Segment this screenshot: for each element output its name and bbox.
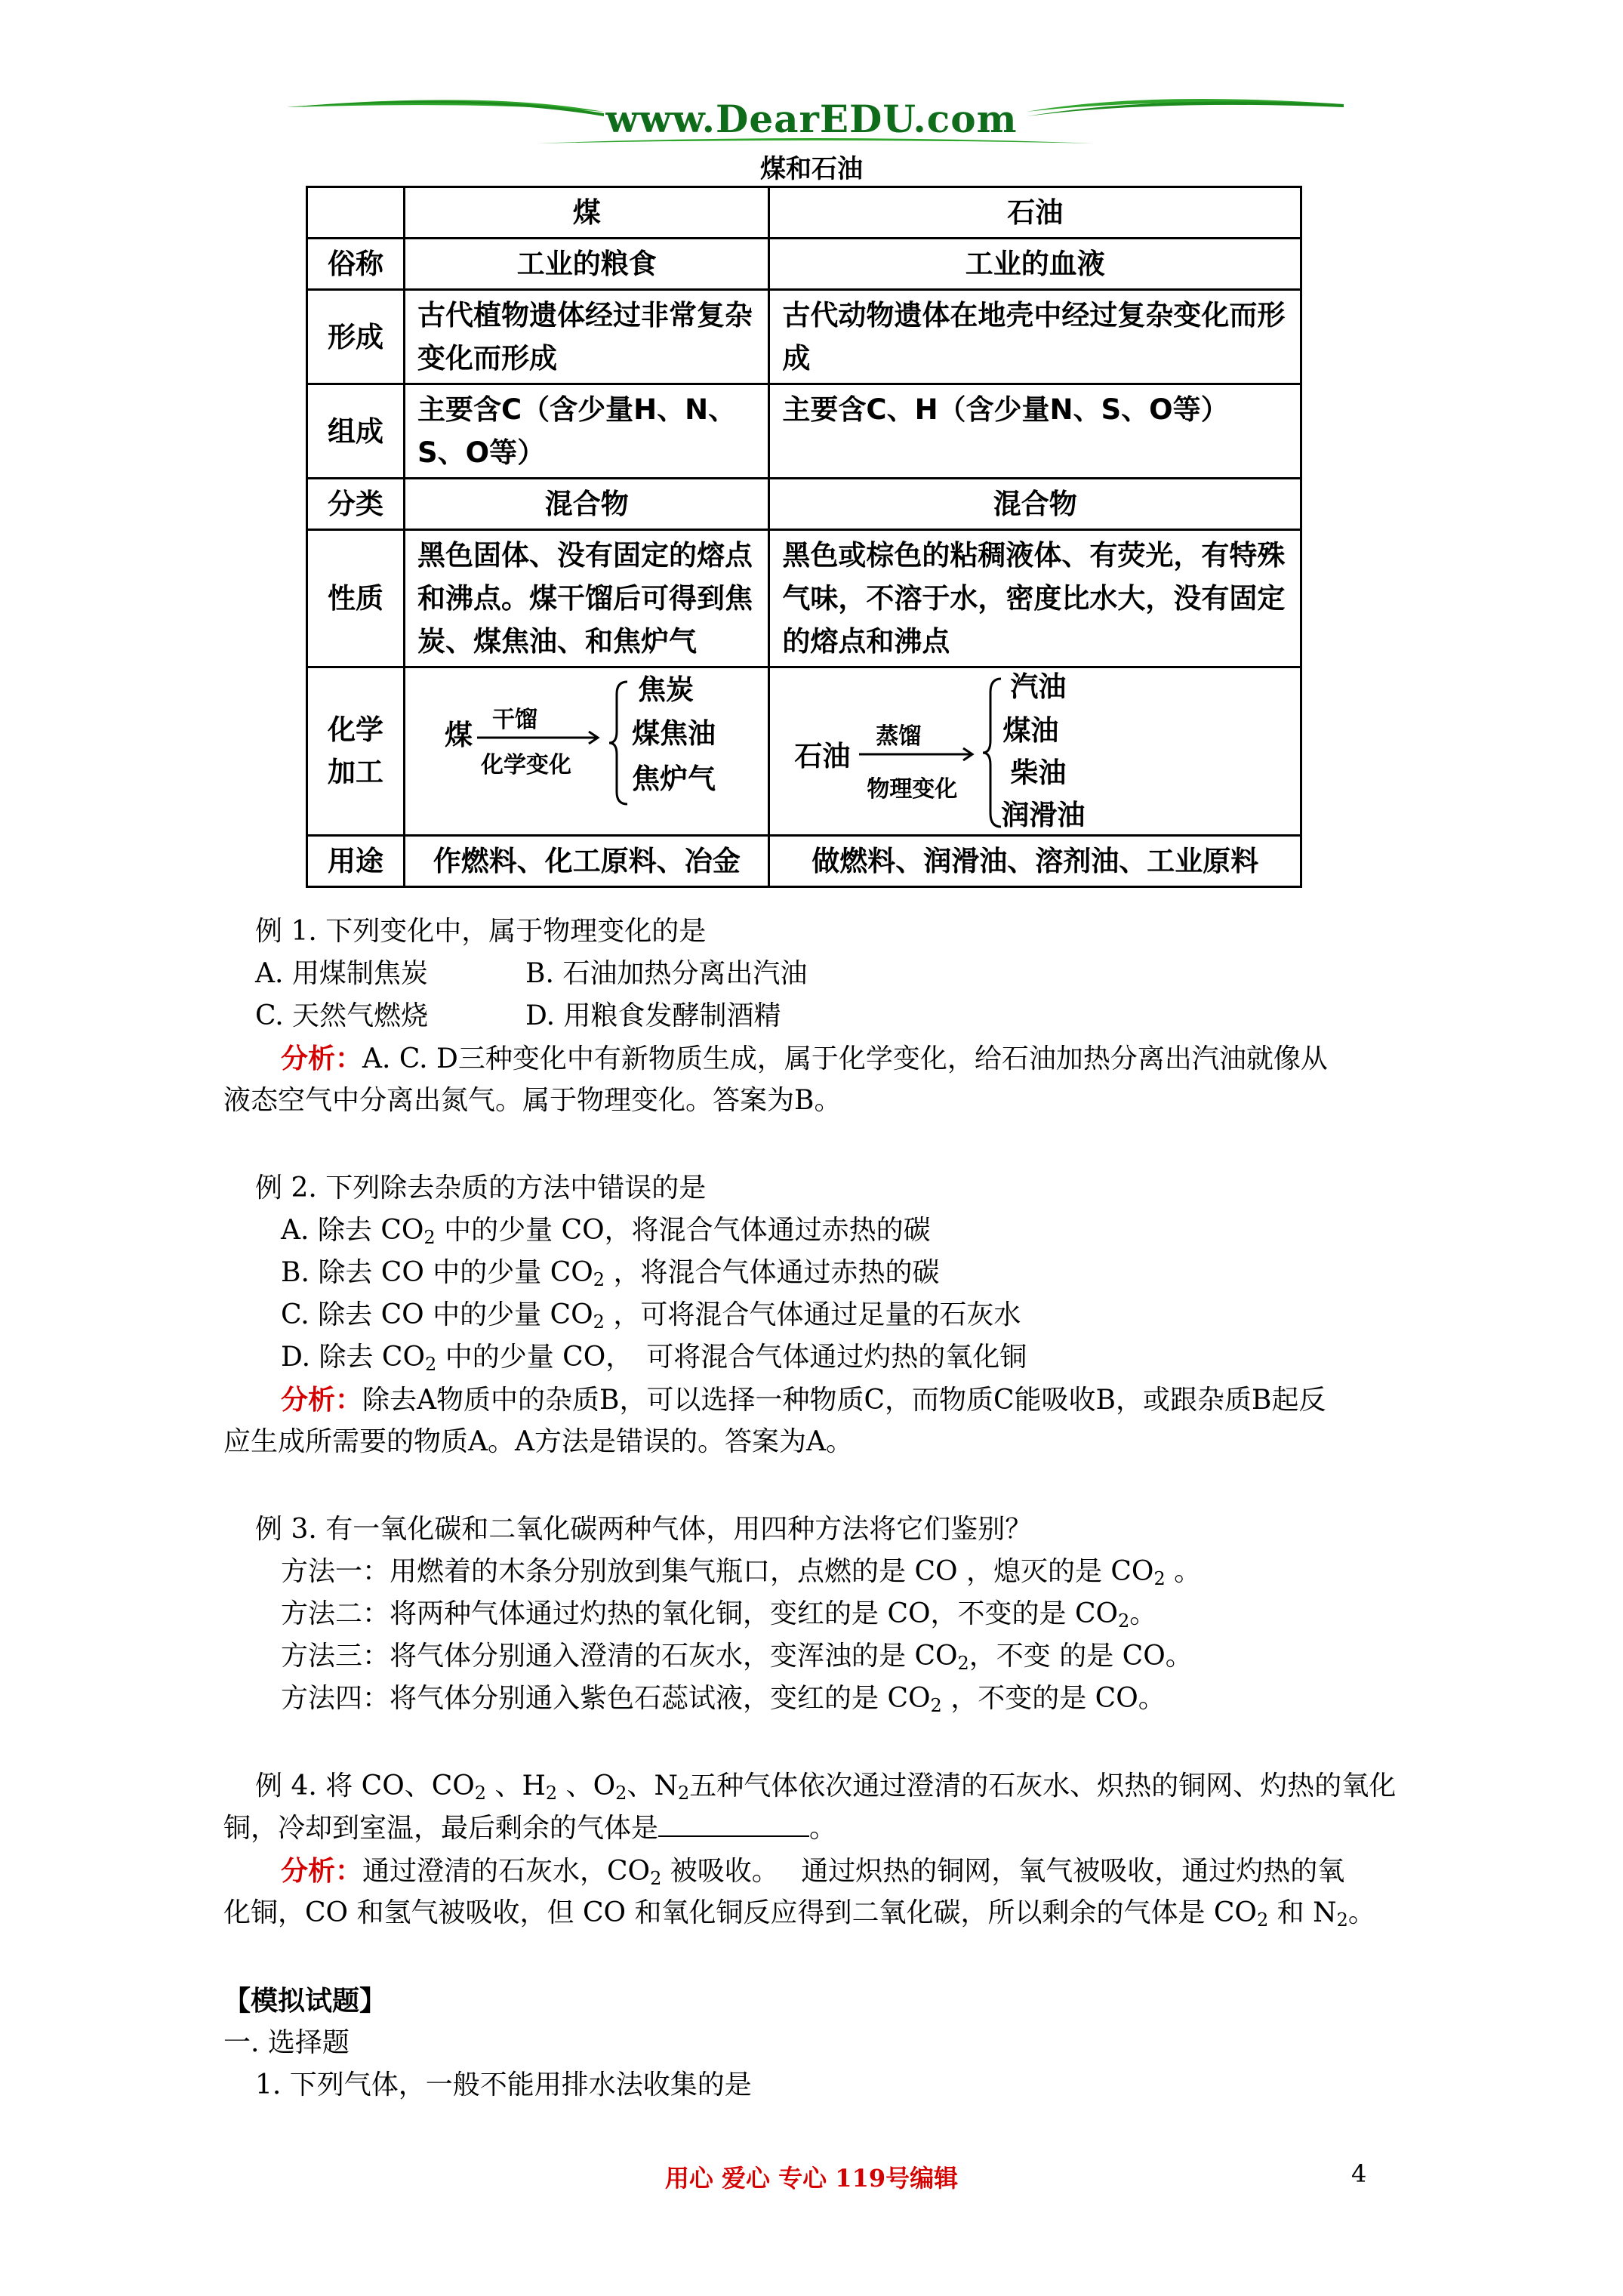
- sim-section: 一. 选择题: [223, 2027, 350, 2058]
- table-corner-cell: [307, 187, 405, 239]
- oil-cell: 混合物: [769, 479, 1301, 530]
- header-oil: 石油: [769, 187, 1301, 239]
- ex3-method-3: 方法三：将气体分别通入澄清的石灰水，变浑浊的是 $CO_2$，不变 的是 CO。: [281, 1641, 1193, 1674]
- oil-process-diagram: [770, 668, 1300, 834]
- answer-blank[interactable]: [658, 1810, 809, 1837]
- coal-cell: 工业的粮食: [405, 239, 769, 290]
- oil-method: 蒸馏: [876, 723, 922, 750]
- sim-title: 【模拟试题】: [223, 1985, 387, 2017]
- coal-cell: 黑色固体、没有固定的熔点和沸点。煤干馏后可得到焦炭、煤焦油、和焦炉气: [405, 530, 769, 667]
- coal-brace-icon: [608, 679, 630, 807]
- coal-product: 焦炉气: [632, 763, 716, 795]
- oil-product: 柴油: [1010, 757, 1067, 789]
- coal-process-cell: [405, 667, 769, 836]
- coal-process-diagram: [405, 668, 768, 834]
- ex4-question-line2: 铜，冷却到室温，最后剩余的气体是 。: [223, 1808, 836, 1850]
- analysis-label: 分析：: [281, 1855, 363, 1887]
- ex4-analysis-line2: 化铜，CO 和氢气被吸收，但 CO 和氧化铜反应得到二氧化碳，所以剩余的气体是 $CO_2$ 和 $N_2$。: [223, 1897, 1375, 1931]
- table-header-row: [307, 187, 1301, 239]
- oil-product: 润滑油: [1001, 799, 1086, 831]
- coal-cell: 作燃料、化工原料、冶金: [405, 836, 769, 887]
- table-row: [307, 479, 1301, 530]
- ex2-option-b: B. 除去 CO 中的少量 $CO_2$ ，将混合气体通过赤热的碳: [281, 1257, 940, 1290]
- ex2-option-a: A. 除去 $CO_2$ 中的少量 CO，将混合气体通过赤热的碳: [281, 1215, 931, 1248]
- ex2-option-c: C. 除去 CO 中的少量 $CO_2$ ，可将混合气体通过足量的石灰水: [281, 1299, 1021, 1333]
- row-label: 分类: [307, 479, 405, 530]
- ex3-method-1: 方法一：用燃着的木条分别放到集气瓶口，点燃的是 CO ，熄灭的是 $CO_2$ 。: [281, 1556, 1202, 1589]
- header-coal: 煤: [405, 187, 769, 239]
- analysis-label: 分析：: [281, 1043, 363, 1074]
- ex2-option-d: D. 除去 $CO_2$ 中的少量 CO， 可将混合气体通过灼热的氧化铜: [281, 1342, 1027, 1375]
- ex1-option-d: D. 用粮食发酵制酒精: [525, 1000, 781, 1031]
- table-row: [307, 239, 1301, 290]
- oil-cell: 主要含C、H（含少量N、S、O等）: [769, 384, 1301, 479]
- oil-product: 煤油: [1002, 714, 1059, 747]
- row-label: 用途: [307, 836, 405, 887]
- ex2-question: 例 2. 下列除去杂质的方法中错误的是: [255, 1173, 707, 1203]
- coal-method: 干馏: [492, 707, 537, 733]
- ex4-question-line1: 例 4. 将 CO、$CO_2$ 、$H_2$ 、$O_2$、$N_2$五种气体依次通过澄清的石灰水、炽热的铜网、灼热的氧化: [255, 1771, 1397, 1804]
- coal-oil-comparison-table: [306, 186, 1302, 888]
- oil-change-type: 物理变化: [867, 776, 958, 803]
- ex1-analysis-line2: 液态空气中分离出氮气。属于物理变化。答案为B。: [223, 1085, 842, 1116]
- ex4-analysis-line1: 分析：通过澄清的石灰水，$CO_2$ 被吸收。 通过炽热的铜网，氧气被吸收，通过灼热的氧: [281, 1855, 1345, 1889]
- oil-source: 石油: [794, 740, 851, 772]
- oil-product: 汽油: [1010, 670, 1067, 703]
- ex3-question: 例 3. 有一氧化碳和二氧化碳两种气体，用四种方法将它们鉴别？: [255, 1514, 1033, 1545]
- oil-cell: 做燃料、润滑油、溶剂油、工业原料: [769, 836, 1301, 887]
- ex3-method-4: 方法四：将气体分别通入紫色石蕊试液，变红的是 $CO_2$ ，不变的是 CO。: [281, 1683, 1166, 1716]
- site-logo-text: www.DearEDU.com: [605, 97, 1018, 141]
- table-title: 煤和石油: [760, 154, 863, 184]
- table-row: [307, 290, 1301, 384]
- footer-text: 用心 爱心 专心 119号编辑: [664, 2164, 959, 2193]
- row-label: 形成: [307, 290, 405, 384]
- oil-process-cell: [769, 667, 1301, 836]
- table-row: [307, 836, 1301, 887]
- ex1-option-a: A. 用煤制焦炭: [255, 958, 428, 989]
- row-label: 俗称: [307, 239, 405, 290]
- ex1-option-b: B. 石油加热分离出汽油: [525, 958, 808, 989]
- row-label: 组成: [307, 384, 405, 479]
- analysis-label: 分析：: [281, 1384, 363, 1416]
- coal-source: 煤: [445, 719, 473, 751]
- oil-arrow: [859, 747, 980, 762]
- table-row: [307, 530, 1301, 667]
- sim-question-1: 1. 下列气体，一般不能用排水法收集的是: [255, 2069, 752, 2100]
- ex2-analysis-line2: 应生成所需要的物质A。A方法是错误的。答案为A。: [223, 1426, 853, 1457]
- coal-cell: 混合物: [405, 479, 769, 530]
- coal-arrow: [477, 730, 605, 745]
- ex1-option-c: C. 天然气燃烧: [255, 1000, 429, 1031]
- oil-cell: 黑色或棕色的粘稠液体、有荧光，有特殊气味，不溶于水，密度比水大，没有固定的熔点和沸点: [769, 530, 1301, 667]
- ex1-analysis-line1: [281, 1037, 1328, 1080]
- coal-product: 焦炭: [638, 673, 694, 706]
- page-number: 4: [1351, 2159, 1367, 2188]
- analysis-text: 除去A物质中的杂质B，可以选择一种物质C，而物质C能吸收B，或跟杂质B起反: [362, 1385, 1326, 1416]
- oil-cell: 古代动物遗体在地壳中经过复杂变化而形成: [769, 290, 1301, 384]
- table-row: [307, 384, 1301, 479]
- coal-cell: 古代植物遗体经过非常复杂变化而形成: [405, 290, 769, 384]
- table-row: [307, 667, 1301, 836]
- oil-cell: 工业的血液: [769, 239, 1301, 290]
- row-label-text: 化学加工: [328, 713, 383, 788]
- coal-cell: 主要含C（含少量H、N、S、O等）: [405, 384, 769, 479]
- ex3-method-2: 方法二：将两种气体通过灼热的氧化铜，变红的是 CO，不变的是 $CO_2$。: [281, 1598, 1157, 1632]
- ex2-analysis-line1: [281, 1379, 1326, 1422]
- analysis-text: A. C. D三种变化中有新物质生成，属于化学变化，给石油加热分离出汽油就像从: [362, 1043, 1328, 1074]
- coal-product: 煤焦油: [632, 717, 716, 750]
- row-label: 性质: [307, 530, 405, 667]
- coal-change-type: 化学变化: [481, 752, 571, 778]
- row-label: [307, 667, 405, 836]
- ex1-question: 例 1. 下列变化中，属于物理变化的是: [255, 916, 707, 947]
